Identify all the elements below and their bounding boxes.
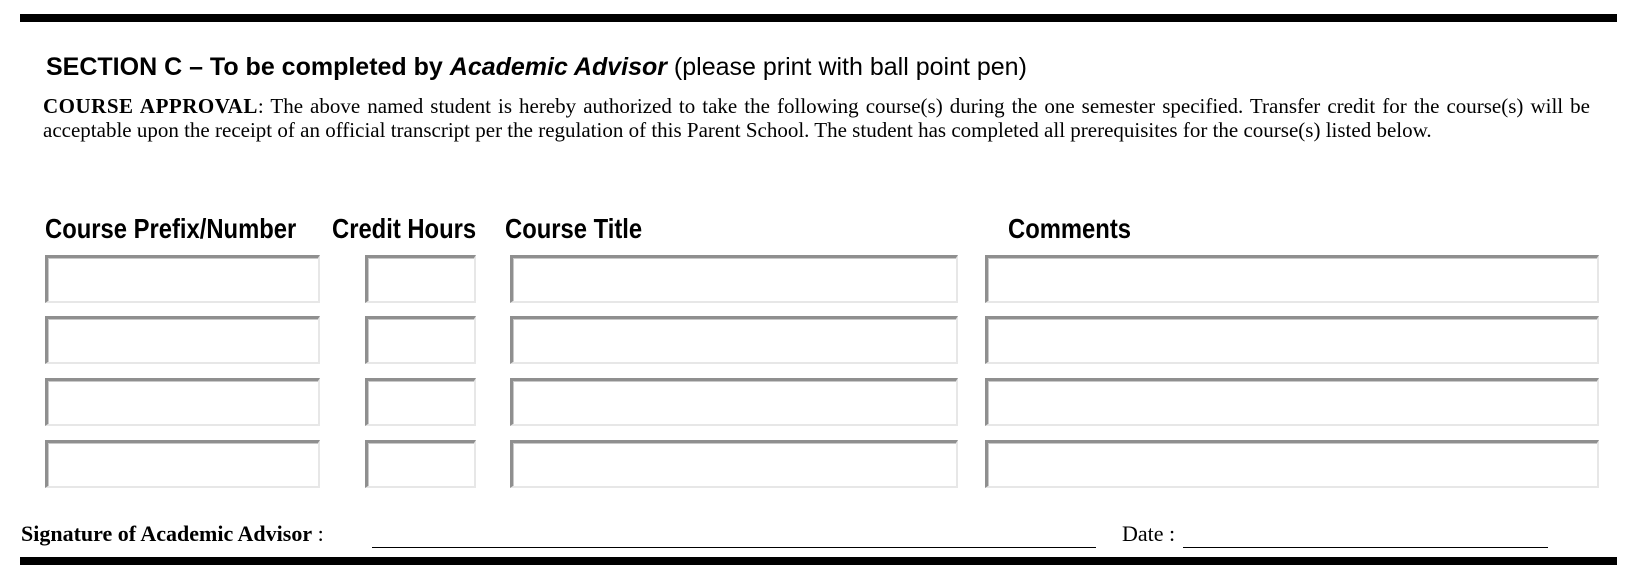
top-rule: [20, 14, 1617, 22]
course-title-field[interactable]: [510, 255, 958, 303]
section-role: Academic Advisor: [449, 53, 667, 81]
course-prefix-field[interactable]: [45, 440, 320, 488]
section-prefix: SECTION C – To be completed by: [46, 53, 450, 81]
course-approval-paragraph: [43, 95, 1590, 142]
course-approval-text: : The above named student is hereby authorized to take the following course(s) during the one semester specified. Transfer credit for the course(s) will be acceptable upon the receipt of an official transcript per the regulation of this Parent School. The student has completed all prerequisites for the course(s) listed below.: [43, 94, 1590, 142]
column-header-comments: Comments: [1008, 213, 1131, 244]
course-prefix-field[interactable]: [45, 316, 320, 364]
course-prefix-field[interactable]: [45, 378, 320, 426]
credit-hours-field[interactable]: [365, 378, 476, 426]
column-header-course-title: Course Title: [505, 213, 643, 244]
credit-hours-field[interactable]: [365, 440, 476, 488]
column-header-course-prefix: Course Prefix/Number: [45, 213, 297, 244]
signature-line[interactable]: [372, 547, 1096, 548]
bottom-rule: [20, 557, 1617, 565]
signature-label-text: Signature of Academic Advisor: [21, 521, 313, 546]
date-line[interactable]: [1183, 547, 1548, 548]
course-approval-label: COURSE APPROVAL: [43, 94, 258, 118]
signature-colon: :: [312, 521, 324, 546]
comments-field[interactable]: [985, 378, 1599, 426]
course-title-field[interactable]: [510, 440, 958, 488]
course-title-field[interactable]: [510, 316, 958, 364]
comments-field[interactable]: [985, 440, 1599, 488]
course-prefix-field[interactable]: [45, 255, 320, 303]
section-note: (please print with ball point pen): [666, 53, 1027, 81]
comments-field[interactable]: [985, 316, 1599, 364]
section-title: [46, 52, 1027, 82]
signature-label: [21, 520, 324, 548]
date-label: Date :: [1122, 521, 1176, 546]
credit-hours-field[interactable]: [365, 316, 476, 364]
comments-field[interactable]: [985, 255, 1599, 303]
credit-hours-field[interactable]: [365, 255, 476, 303]
course-title-field[interactable]: [510, 378, 958, 426]
column-header-credit-hours: Credit Hours: [332, 213, 477, 244]
